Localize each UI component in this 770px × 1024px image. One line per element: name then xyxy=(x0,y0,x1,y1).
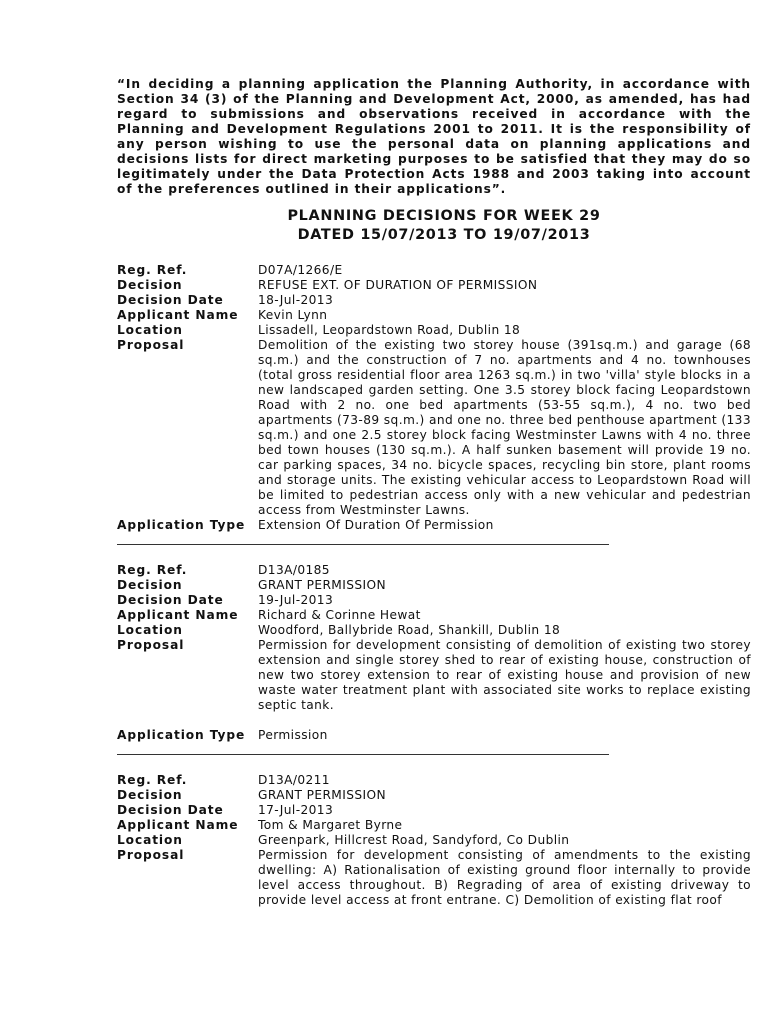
proposal-row xyxy=(117,338,751,518)
reg-ref-value: D13A/0185 xyxy=(258,563,330,577)
application-type-label: Application Type xyxy=(117,728,246,742)
location-value: Greenpark, Hillcrest Road, Sandyford, Co Dublin xyxy=(258,833,570,847)
application-type-value: Extension Of Duration Of Permission xyxy=(258,518,494,532)
proposal-label: Proposal xyxy=(117,848,185,862)
applicant-name-value: Richard & Corinne Hewat xyxy=(258,608,421,622)
proposal-value: Permission for development consisting of amendments to the existing dwelling: A) Rationalisation of existing ground floor internally to provide level access throughout. B) Regrading of area of existing driveway to provide level access at front entrane. C) Demolition of existing flat roof xyxy=(258,848,751,907)
proposal-row xyxy=(117,638,751,713)
page-title xyxy=(117,207,751,245)
decision-value: REFUSE EXT. OF DURATION OF PERMISSION xyxy=(258,278,538,292)
application-type-row xyxy=(117,728,751,743)
reg-ref-label: Reg. Ref. xyxy=(117,773,188,787)
document-page xyxy=(117,77,751,908)
application-type-value: Permission xyxy=(258,728,328,742)
decision-date-value: 17-Jul-2013 xyxy=(258,803,334,817)
reg-ref-value: D07A/1266/E xyxy=(258,263,343,277)
location-label: Location xyxy=(117,323,183,337)
location-value: Lissadell, Leopardstown Road, Dublin 18 xyxy=(258,323,521,337)
applicant-name-row xyxy=(117,608,751,623)
title-line-2: DATED 15/07/2013 TO 19/07/2013 xyxy=(297,227,591,243)
reg-ref-label: Reg. Ref. xyxy=(117,263,188,277)
disclaimer-paragraph: “In deciding a planning application the Planning Authority, in accordance with Section 34 (3) of the Planning and Development Act, 2000, as amended, has had regard to submissions and observations received in accordance with the Planning and Development Regulations 2001 to 2011. It is the responsibility of any person wishing to use the personal data on planning applications and decisions lists for direct marketing purposes to be satisfied that they may do so legitimately under the Data Protection Acts 1988 and 2003 taking into account of the preferences outlined in their applications”. xyxy=(117,77,751,196)
decision-label: Decision xyxy=(117,278,183,292)
reg-ref-row xyxy=(117,263,751,278)
decision-row xyxy=(117,788,751,803)
location-row xyxy=(117,833,751,848)
decision-record-3 xyxy=(117,773,751,908)
reg-ref-label: Reg. Ref. xyxy=(117,563,188,577)
decision-date-row xyxy=(117,593,751,608)
decision-date-label: Decision Date xyxy=(117,593,224,607)
location-row xyxy=(117,323,751,338)
proposal-label: Proposal xyxy=(117,638,185,652)
record-divider xyxy=(117,544,609,545)
location-label: Location xyxy=(117,623,183,637)
proposal-value: Demolition of the existing two storey house (391sq.m.) and garage (68 sq.m.) and the construction of 7 no. apartments and 4 no. townhouses (total gross residential floor area 1263 sq.m.) in two 'villa' style blocks in a new landscaped garden setting. One 3.5 storey block facing Leopardstown Road with 2 no. one bed apartments (53-55 sq.m.), 4 no. two bed apartments (73-89 sq.m.) and one no. three bed penthouse apartment (133 sq.m.) and one 2.5 storey block facing Westminster Lawns with 4 no. three bed town houses (130 sq.m.). A half sunken basement will provide 19 no. car parking spaces, 34 no. bicycle spaces, recycling bin store, plant rooms and storage units. The existing vehicular access to Leopardstown Road will be limited to pedestrian access only with a new vehicular and pedestrian access from Westminster Lawns. xyxy=(258,338,751,517)
applicant-name-label: Applicant Name xyxy=(117,308,239,322)
applicant-name-value: Kevin Lynn xyxy=(258,308,328,322)
decision-value: GRANT PERMISSION xyxy=(258,788,386,802)
location-row xyxy=(117,623,751,638)
reg-ref-value: D13A/0211 xyxy=(258,773,330,787)
decision-record-1 xyxy=(117,263,751,545)
application-type-row xyxy=(117,518,751,533)
decision-value: GRANT PERMISSION xyxy=(258,578,386,592)
decision-record-2 xyxy=(117,563,751,755)
proposal-value: Permission for development consisting of demolition of existing two storey extension and single storey shed to rear of existing house, construction of new two storey extension to rear of existing house and provision of new waste water treatment plant with associated site works to replace existing septic tank. xyxy=(258,638,751,712)
reg-ref-row xyxy=(117,563,751,578)
applicant-name-value: Tom & Margaret Byrne xyxy=(258,818,403,832)
applicant-name-label: Applicant Name xyxy=(117,818,239,832)
decision-row xyxy=(117,278,751,293)
reg-ref-row xyxy=(117,773,751,788)
applicant-name-label: Applicant Name xyxy=(117,608,239,622)
decision-date-row xyxy=(117,293,751,308)
record-divider xyxy=(117,754,609,755)
proposal-row xyxy=(117,848,751,908)
decision-row xyxy=(117,578,751,593)
applicant-name-row xyxy=(117,308,751,323)
location-label: Location xyxy=(117,833,183,847)
decision-date-value: 18-Jul-2013 xyxy=(258,293,334,307)
decision-date-label: Decision Date xyxy=(117,803,224,817)
spacer xyxy=(117,713,751,728)
decision-label: Decision xyxy=(117,788,183,802)
proposal-label: Proposal xyxy=(117,338,185,352)
decision-date-value: 19-Jul-2013 xyxy=(258,593,334,607)
decision-date-label: Decision Date xyxy=(117,293,224,307)
location-value: Woodford, Ballybride Road, Shankill, Dublin 18 xyxy=(258,623,561,637)
applicant-name-row xyxy=(117,818,751,833)
decision-label: Decision xyxy=(117,578,183,592)
decision-date-row xyxy=(117,803,751,818)
title-line-1: PLANNING DECISIONS FOR WEEK 29 xyxy=(287,208,601,224)
application-type-label: Application Type xyxy=(117,518,246,532)
